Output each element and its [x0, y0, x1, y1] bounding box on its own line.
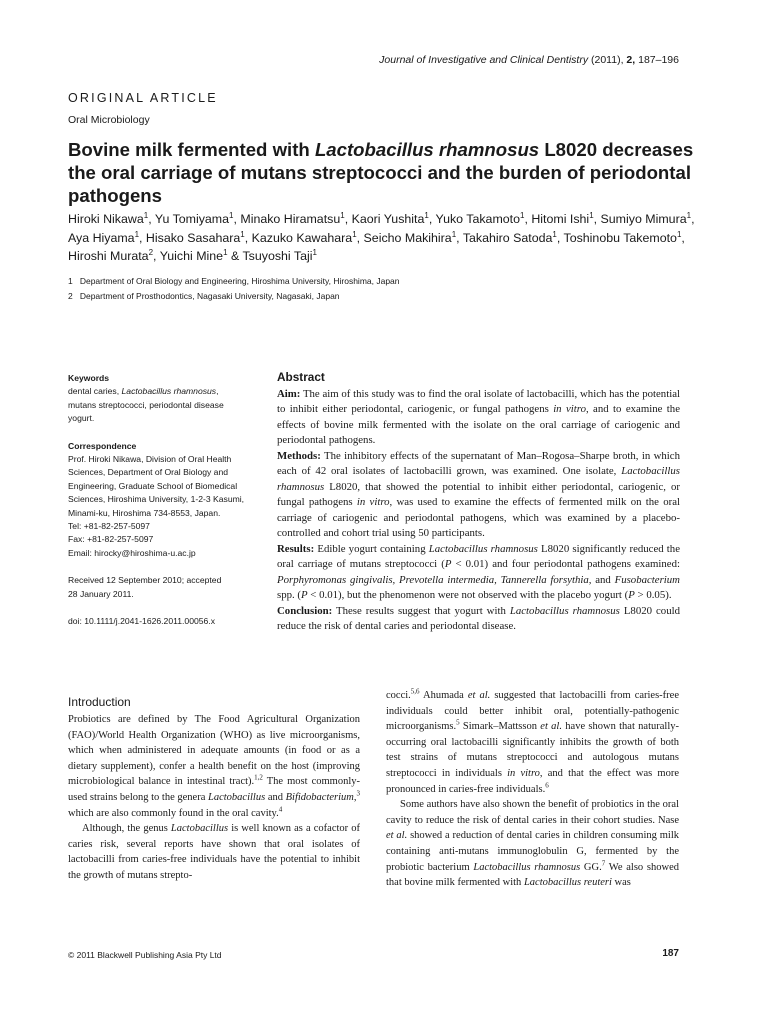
author-name: Hitomi Ishi: [531, 212, 590, 226]
author-affiliation: 1: [340, 210, 345, 220]
author-name: Kazuko Kawahara: [251, 230, 353, 245]
keywords-line-1: dental caries, Lactobacillus rhamnosus,: [68, 386, 219, 397]
author-list: Hiroki Nikawa$^1$, Yu Tomiyama$^1$, Minako Hiramatsu$^1$, Kaori Yushita$^1$, Yuko Takamoto$^1$, Hitomi Ishi$^1$, Sumiyo Mimura$^1$, Aya Hiyama$^1$, Hisako Sasahara$^1$, Kazuko Kawahara$^1$, Seicho Makihira$^1$, Takahiro Satoda$^1$, Toshinobu Takemoto$^1$, Hiroshi Murata$^2$, Yuichi Mine$^1$ & Tsuyoshi Taji$^1$: [68, 210, 695, 263]
correspondence-line: Sciences, Hiroshima University, 1-2-3 Kasumi,: [68, 494, 245, 505]
body-paragraph: Some authors have also shown the benefit of probiotics in the oral cavity to reduce the risk of dental caries in their cohort studies. Nase et al. showed a reduction of dental caries in children consuming milk containing anti-mutans immunoglobulin G, fermented by the probiotic bacterium Lactobacillus rhamnosus GG.$^7$ We also showed that bovine milk fermented with Lactobacillus reuteri was: [386, 799, 679, 889]
correspondence-line: Fax: +81-82-257-5097: [68, 534, 154, 545]
author-affiliation: 1: [676, 229, 682, 239]
correspondence-line: Prof. Hiroki Nikawa, Division of Oral Health: [68, 454, 232, 465]
correspondence-line: Tel: +81-82-257-5097: [68, 521, 150, 532]
author-name: Aya Hiyama: [68, 230, 135, 245]
journal-year: (2011),: [591, 54, 624, 66]
received-line-2: 28 January 2011.: [68, 588, 134, 599]
abstract-methods: Methods: The inhibitory effects of the supernatant of Man–Rogosa–Sharpe broth, in which each of 42 oral isolates of lactobacilli grown, was examined. One isolate, Lactobacillus rhamnosus L8020, that showed the potential to inhibit either periodontal, cariogenic, or fungal pathogens in vitro, was used to examine the effects of fermented milk on the oral carriage of cariogenic and periodontal pathogens, which was examined by a placebo-controlled and cohort trial using 50 participants.: [277, 449, 681, 539]
page-number: 187: [662, 948, 679, 959]
body-paragraph: Although, the genus Lactobacillus is well known as a cofactor of caries risk, several reports have shown that oral isolates of lactobacilli from caries-free individuals have the potential to inhibit the growth of mutans strepto-: [68, 823, 360, 881]
body-column-right: [386, 688, 679, 891]
received-line-1: Received 12 September 2010; accepted: [68, 575, 222, 586]
abstract-aim: Aim: The aim of this study was to find the oral isolate of lactobacilli, which has the potential to inhibit either periodontal, cariogenic, or fungal pathogens in vitro, and to examine the effects of bovine milk fermented with the isolate on the oral carriage of cariogenic and periodontal pathogens.: [277, 387, 680, 446]
author-name: Tsuyoshi Taji: [242, 249, 313, 263]
journal-citation: [379, 54, 679, 66]
author-affiliation: 1: [223, 247, 228, 257]
author-name: Yu Tomiyama: [154, 212, 230, 226]
author-affiliation: 1: [424, 210, 429, 220]
body-paragraph: Probiotics are defined by The Food Agricultural Organization (FAO)/World Health Organization (WHO) as live microorganisms, which when administered in adequate amounts (in food or as a dietary supplement), confer a health benefit on the host (improving microbiological balance in intestinal tract).$^{1,2}$ The most commonly-used strains belong to the genera Lactobacillus and Bifidobacterium,$^3$ which are also commonly found in the oral cavity.$^4$: [68, 714, 360, 819]
author-affiliation: 1: [240, 229, 245, 239]
journal-volume: 2,: [626, 54, 636, 66]
author-name: Toshinobu Takemoto: [563, 230, 677, 245]
abstract-heading: Abstract: [277, 370, 325, 384]
correspondence-block: [68, 440, 258, 561]
author-affiliation: 1: [451, 229, 457, 239]
correspondence-line: Sciences, Department of Oral Biology and: [68, 467, 229, 478]
author-affiliation: 1: [134, 229, 140, 239]
keywords-line-3: yogurt.: [68, 413, 95, 424]
author-name: Yuko Takamoto: [435, 212, 520, 226]
correspondence-line: Minami-ku, Hiroshima 734-8553, Japan.: [68, 507, 221, 518]
doi[interactable]: doi: 10.1111/j.2041-1626.2011.00056.x: [68, 616, 216, 627]
author-affiliation: 1: [552, 229, 557, 239]
author-affiliation: 1: [229, 210, 234, 220]
affiliations: [68, 274, 400, 304]
introduction-heading: Introduction: [68, 695, 131, 709]
author-name: Takahiro Satoda: [462, 230, 553, 245]
keywords-line-2: mutans streptococci, periodontal disease: [68, 399, 224, 410]
keywords-block: [68, 372, 258, 426]
author-name: Yuichi Mine: [159, 249, 224, 263]
author-name: Minako Hiramatsu: [240, 212, 341, 226]
author-affiliation: 2: [148, 247, 154, 257]
author-name: Seicho Makihira: [363, 230, 452, 245]
journal-name: Journal of Investigative and Clinical Dentistry: [379, 54, 589, 66]
author-affiliation: 1: [143, 210, 149, 220]
article-title: Bovine milk fermented with Lactobacillus rhamnosus L8020 decreases the oral carriage of mutans streptococci and the burden of periodontal pathogens: [68, 139, 694, 206]
author-name: Kaori Yushita: [351, 212, 425, 226]
abstract: [277, 370, 680, 635]
author-affiliation: 1: [686, 210, 692, 220]
author-name: Hiroki Nikawa: [68, 212, 144, 226]
subject-category: Oral Microbiology: [68, 114, 150, 126]
body-column-left: [68, 712, 360, 884]
author-name: Hisako Sasahara: [145, 230, 241, 245]
sidebar-info: [68, 372, 258, 629]
body-paragraph: cocci.$^{5,6}$ Ahumada et al. suggested that lactobacilli from caries-free individuals could better inhibit oral, potentially-pathogenic microorganisms.$^5$ Simark–Mattsson et al. have shown that naturally-occurring oral lactobacilli significantly inhibits the growth of both test strains of mutans streptococci and autologous mutans streptococci in individuals in vitro, and that the effect was more pronounced in caries-free individuals.$^6$: [386, 687, 680, 795]
correspondence-line: Engineering, Graduate School of Biomedical: [68, 480, 238, 491]
author-affiliation: 1: [352, 229, 357, 239]
received-block: [68, 574, 258, 601]
affiliation-1: 1 Department of Oral Biology and Engineering, Hiroshima University, Hiroshima, Japan: [68, 276, 400, 286]
correspondence-heading: Correspondence: [68, 440, 137, 451]
keywords-heading: Keywords: [68, 373, 110, 383]
abstract-conclusion: Conclusion: These results suggest that yogurt with Lactobacillus rhamnosus L8020 could reduce the risk of dental caries and periodontal disease.: [277, 604, 680, 632]
author-affiliation: 1: [312, 247, 317, 257]
author-name: Sumiyo Mimura: [600, 212, 687, 226]
copyright-notice: © 2011 Blackwell Publishing Asia Pty Ltd: [68, 950, 222, 960]
abstract-results: Results: Edible yogurt containing Lactobacillus rhamnosus L8020 significantly reduced the oral carriage of mutans streptococci (P < 0.01) and four periodontal pathogens examined: Porphyromonas gingivalis, Prevotella intermedia, Tannerella forsythia, and Fusobacterium spp. (P < 0.01), but the phenomenon were not observed with the placebo yogurt (P > 0.05).: [277, 542, 680, 601]
affiliation-2: 2 Department of Prosthodontics, Nagasaki University, Nagasaki, Japan: [68, 291, 340, 301]
author-name: Hiroshi Murata: [68, 249, 149, 263]
author-affiliation: 1: [589, 210, 594, 220]
journal-pages: 187–196: [638, 54, 679, 66]
author-affiliation: 1: [520, 210, 525, 220]
article-type: ORIGINAL ARTICLE: [68, 91, 218, 105]
correspondence-email[interactable]: Email: hirocky@hiroshima-u.ac.jp: [68, 547, 196, 558]
